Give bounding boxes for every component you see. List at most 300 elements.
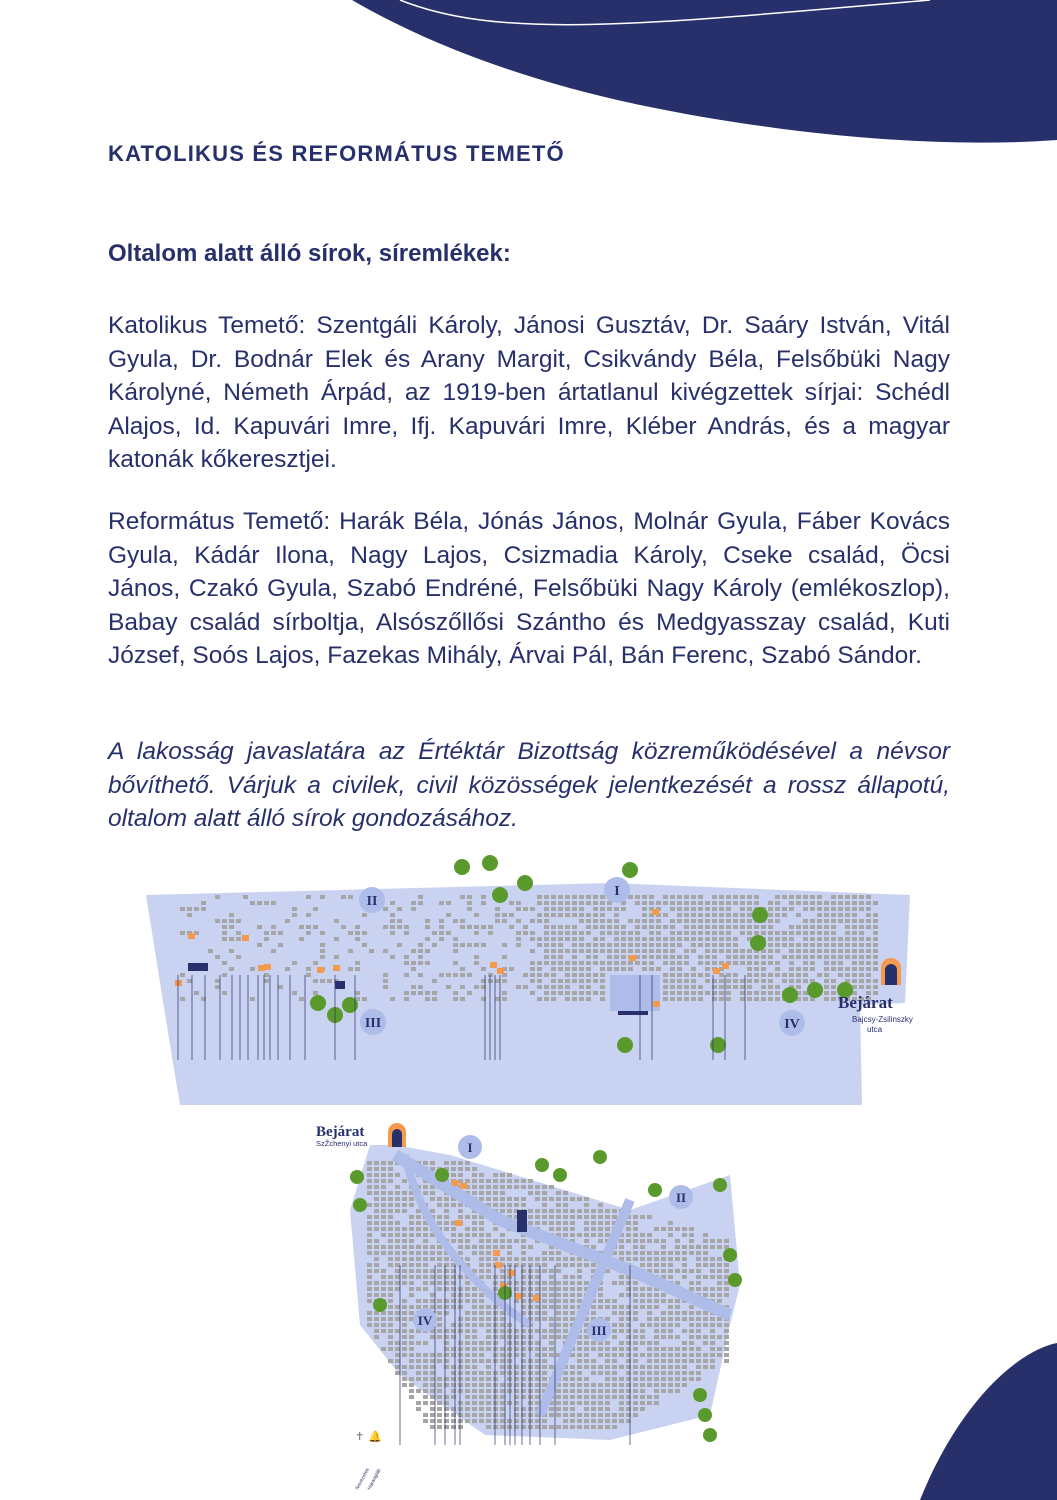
grave	[593, 943, 598, 947]
grave	[423, 1359, 428, 1363]
grave	[409, 1263, 414, 1267]
grave	[423, 1263, 428, 1267]
grave	[549, 1287, 554, 1291]
grave	[761, 931, 766, 935]
grave	[663, 991, 668, 995]
grave	[705, 925, 710, 929]
grave	[479, 1389, 484, 1393]
grave	[572, 913, 577, 917]
grave	[451, 1203, 456, 1207]
grave	[409, 1293, 414, 1297]
grave	[439, 925, 444, 929]
grave	[633, 1353, 638, 1357]
grave	[605, 1419, 610, 1423]
grave	[558, 979, 563, 983]
grave	[724, 1323, 729, 1327]
grave	[598, 1401, 603, 1405]
marked-grave	[497, 968, 504, 974]
grave	[453, 973, 458, 977]
grave	[612, 1383, 617, 1387]
grave	[320, 949, 325, 953]
grave	[654, 1257, 659, 1261]
grave	[670, 931, 675, 935]
grave	[479, 1293, 484, 1297]
grave	[493, 1179, 498, 1183]
grave	[493, 1197, 498, 1201]
grave	[684, 919, 689, 923]
grave	[747, 895, 752, 899]
grave	[710, 1329, 715, 1333]
grave	[472, 1191, 477, 1195]
grave	[472, 1323, 477, 1327]
grave	[668, 1257, 673, 1261]
grave	[647, 1371, 652, 1375]
grave	[313, 961, 318, 965]
grave	[640, 1239, 645, 1243]
grave	[250, 997, 255, 1001]
grave	[493, 1329, 498, 1333]
grave	[661, 1317, 666, 1321]
grave	[600, 931, 605, 935]
grave	[656, 901, 661, 905]
grave	[684, 991, 689, 995]
grave	[395, 1227, 400, 1231]
grave	[535, 1311, 540, 1315]
grave	[388, 1203, 393, 1207]
grave	[677, 931, 682, 935]
grave	[437, 1257, 442, 1261]
grave	[556, 1305, 561, 1309]
grave	[306, 931, 311, 935]
grave	[584, 1389, 589, 1393]
grave	[381, 1329, 386, 1333]
marked-grave	[242, 935, 249, 941]
grave	[768, 961, 773, 965]
grave	[724, 1341, 729, 1345]
grave	[586, 913, 591, 917]
grave	[523, 931, 528, 935]
grave	[873, 913, 878, 917]
grave	[495, 979, 500, 983]
grave	[831, 931, 836, 935]
grave	[619, 1377, 624, 1381]
grave	[409, 1365, 414, 1369]
grave	[717, 1269, 722, 1273]
grave	[402, 1323, 407, 1327]
grave	[341, 895, 346, 899]
grave	[537, 937, 542, 941]
grave	[633, 1335, 638, 1339]
grave	[859, 901, 864, 905]
grave	[584, 1221, 589, 1225]
grave	[712, 949, 717, 953]
grave	[556, 1323, 561, 1327]
grave	[437, 1353, 442, 1357]
grave	[584, 1401, 589, 1405]
grave	[542, 1317, 547, 1321]
grave	[528, 1413, 533, 1417]
grave	[486, 1275, 491, 1279]
grave	[726, 985, 731, 989]
grave	[292, 907, 297, 911]
grave	[584, 1341, 589, 1345]
grave	[388, 1173, 393, 1177]
grave	[712, 943, 717, 947]
grave	[458, 1377, 463, 1381]
grave	[586, 895, 591, 899]
grave	[577, 1233, 582, 1237]
grave	[423, 1191, 428, 1195]
grave	[705, 979, 710, 983]
grave	[726, 955, 731, 959]
grave	[647, 1251, 652, 1255]
grave	[542, 1383, 547, 1387]
grave	[430, 1353, 435, 1357]
grave	[640, 1365, 645, 1369]
grave	[572, 925, 577, 929]
grave	[535, 1419, 540, 1423]
grave	[208, 949, 213, 953]
grave	[381, 1293, 386, 1297]
grave	[432, 943, 437, 947]
grave	[374, 1167, 379, 1171]
grave	[591, 1263, 596, 1267]
grave	[698, 991, 703, 995]
grave	[619, 1347, 624, 1351]
grave	[675, 1371, 680, 1375]
grave	[542, 1353, 547, 1357]
grave	[661, 1371, 666, 1375]
grave	[824, 961, 829, 965]
grave	[768, 913, 773, 917]
grave	[724, 1263, 729, 1267]
grave	[528, 1347, 533, 1351]
grave	[703, 1233, 708, 1237]
svg-text:III: III	[364, 1016, 382, 1031]
grave	[612, 1353, 617, 1357]
grave	[710, 1269, 715, 1273]
grave	[409, 1233, 414, 1237]
grave	[388, 1227, 393, 1231]
grave	[556, 1215, 561, 1219]
grave	[479, 1227, 484, 1231]
grave	[556, 1191, 561, 1195]
grave	[437, 1359, 442, 1363]
grave	[467, 943, 472, 947]
grave	[551, 913, 556, 917]
grave	[558, 955, 563, 959]
grave	[381, 1251, 386, 1255]
grave	[530, 967, 535, 971]
grave	[486, 1239, 491, 1243]
grave	[430, 1365, 435, 1369]
grave	[423, 1245, 428, 1249]
grave	[388, 1287, 393, 1291]
grave	[866, 973, 871, 977]
grave	[544, 913, 549, 917]
grave	[577, 1353, 582, 1357]
grave	[696, 1359, 701, 1363]
grave	[612, 1365, 617, 1369]
grave	[388, 1209, 393, 1213]
grave	[542, 1335, 547, 1339]
grave	[423, 1401, 428, 1405]
grave	[677, 967, 682, 971]
grave	[670, 907, 675, 911]
grave	[747, 985, 752, 989]
grave	[465, 1293, 470, 1297]
grave	[733, 955, 738, 959]
grave	[633, 1227, 638, 1231]
grave	[215, 955, 220, 959]
grave	[507, 1335, 512, 1339]
grave	[817, 925, 822, 929]
grave	[838, 943, 843, 947]
grave	[824, 937, 829, 941]
grave	[458, 1245, 463, 1249]
grave	[577, 1215, 582, 1219]
grave	[696, 1287, 701, 1291]
grave	[549, 1251, 554, 1255]
grave	[584, 1263, 589, 1267]
grave	[516, 943, 521, 947]
grave	[689, 1347, 694, 1351]
grave	[600, 967, 605, 971]
grave	[614, 961, 619, 965]
grave	[647, 1347, 652, 1351]
grave	[556, 1413, 561, 1417]
grave	[479, 1401, 484, 1405]
grave	[472, 1419, 477, 1423]
grave	[649, 949, 654, 953]
grave	[500, 1257, 505, 1261]
grave	[621, 943, 626, 947]
grave	[271, 925, 276, 929]
grave	[747, 967, 752, 971]
grave	[803, 973, 808, 977]
grave	[668, 1221, 673, 1225]
tree	[310, 995, 326, 1011]
grave	[684, 937, 689, 941]
grave	[500, 1413, 505, 1417]
grave	[668, 1227, 673, 1231]
grave	[390, 997, 395, 1001]
tree	[807, 982, 823, 998]
grave	[670, 925, 675, 929]
grave	[453, 961, 458, 965]
grave	[570, 1227, 575, 1231]
grave	[278, 985, 283, 989]
grave	[677, 973, 682, 977]
grave	[663, 973, 668, 977]
grave	[852, 973, 857, 977]
grave	[416, 1233, 421, 1237]
grave	[740, 985, 745, 989]
grave	[292, 991, 297, 995]
grave	[684, 931, 689, 935]
grave	[633, 1347, 638, 1351]
grave	[479, 1341, 484, 1345]
grave	[374, 1221, 379, 1225]
grave	[661, 1311, 666, 1315]
grave	[675, 1227, 680, 1231]
grave	[430, 1395, 435, 1399]
grave	[591, 1419, 596, 1423]
grave	[460, 985, 465, 989]
grave	[696, 1377, 701, 1381]
grave	[479, 1419, 484, 1423]
grave	[355, 937, 360, 941]
grave	[747, 925, 752, 929]
grave	[691, 949, 696, 953]
grave	[486, 1251, 491, 1255]
grave	[593, 973, 598, 977]
grave	[509, 925, 514, 929]
grave	[465, 1317, 470, 1321]
grave	[495, 913, 500, 917]
grave	[479, 1371, 484, 1375]
grave	[558, 931, 563, 935]
grave	[472, 1383, 477, 1387]
grave	[670, 985, 675, 989]
grave	[530, 961, 535, 965]
marked-grave	[264, 964, 271, 970]
grave	[367, 1161, 372, 1165]
grave	[614, 913, 619, 917]
grave	[710, 1263, 715, 1267]
grave	[675, 1335, 680, 1339]
grave	[348, 949, 353, 953]
grave	[789, 895, 794, 899]
grave	[292, 961, 297, 965]
catholic-graves-paragraph: Katolikus Temető: Szentgáli Károly, Jánosi Gusztáv, Dr. Saáry István, Vitál Gyula, Dr. Bodnár Elek és Arany Margit, Csikvándy Béla, Felsőbüki Nagy Károlyné, Németh Árpád, az 1919-ben ártatlanul kivégzettek sírjai: Schédl Alajos, Id. Kapuvári Imre, Ifj. Kapuvári Imre, Kléber András, és a magyar katonák kőkeresztjei.	[108, 312, 950, 473]
grave	[768, 997, 773, 1001]
grave	[402, 1257, 407, 1261]
grave	[633, 1287, 638, 1291]
grave	[831, 967, 836, 971]
grave	[810, 919, 815, 923]
grave	[507, 1401, 512, 1405]
grave	[866, 955, 871, 959]
grave	[605, 1209, 610, 1213]
grave	[717, 1275, 722, 1279]
grave	[605, 1221, 610, 1225]
grave	[402, 1263, 407, 1267]
grave	[500, 1317, 505, 1321]
grave	[374, 1215, 379, 1219]
grave	[612, 1359, 617, 1363]
grave	[409, 1221, 414, 1225]
grave	[528, 1215, 533, 1219]
grave	[458, 1359, 463, 1363]
grave	[437, 1263, 442, 1267]
grave	[472, 1347, 477, 1351]
grave	[689, 1359, 694, 1363]
grave	[563, 1263, 568, 1267]
grave	[579, 967, 584, 971]
svg-text:I: I	[467, 1140, 473, 1155]
tree	[535, 1158, 549, 1172]
grave	[493, 1227, 498, 1231]
grave	[633, 1395, 638, 1399]
grave	[306, 973, 311, 977]
grave	[717, 1299, 722, 1303]
grave	[852, 949, 857, 953]
grave	[264, 979, 269, 983]
marked-grave	[653, 1001, 660, 1007]
grave	[516, 937, 521, 941]
grave	[803, 955, 808, 959]
grave	[500, 1239, 505, 1243]
grave	[584, 1407, 589, 1411]
grave	[367, 1311, 372, 1315]
grave	[493, 1377, 498, 1381]
marked-grave	[455, 1220, 462, 1226]
grave	[388, 1341, 393, 1345]
grave	[591, 1305, 596, 1309]
grave	[598, 1299, 603, 1303]
grave	[577, 1371, 582, 1375]
grave	[465, 1323, 470, 1327]
grave	[556, 1221, 561, 1225]
grave	[430, 1209, 435, 1213]
grave	[374, 1335, 379, 1339]
grave	[859, 979, 864, 983]
grave	[423, 1287, 428, 1291]
grave	[859, 931, 864, 935]
grave	[661, 1353, 666, 1357]
grave	[507, 1173, 512, 1177]
grave	[486, 1197, 491, 1201]
grave	[866, 985, 871, 989]
grave	[565, 991, 570, 995]
grave	[789, 931, 794, 935]
grave	[584, 1395, 589, 1399]
grave	[668, 1317, 673, 1321]
grave	[479, 1359, 484, 1363]
tree	[622, 862, 638, 878]
grave	[866, 907, 871, 911]
grave	[684, 895, 689, 899]
grave	[388, 1251, 393, 1255]
grave	[465, 1395, 470, 1399]
grave	[789, 967, 794, 971]
grave	[381, 1233, 386, 1237]
grave	[612, 1281, 617, 1285]
grave	[696, 1269, 701, 1273]
grave	[474, 961, 479, 965]
grave	[670, 991, 675, 995]
grave	[600, 979, 605, 983]
grave	[598, 1425, 603, 1429]
grave	[642, 907, 647, 911]
grave	[299, 997, 304, 1001]
grave	[388, 1257, 393, 1261]
grave	[523, 985, 528, 989]
grave	[486, 1341, 491, 1345]
grave	[180, 997, 185, 1001]
grave	[733, 895, 738, 899]
grave	[423, 1239, 428, 1243]
grave	[472, 1365, 477, 1369]
grave	[682, 1365, 687, 1369]
grave	[416, 1257, 421, 1261]
grave	[593, 901, 598, 905]
grave	[717, 1239, 722, 1243]
grave	[556, 1335, 561, 1339]
grave	[740, 997, 745, 1001]
grave	[810, 967, 815, 971]
